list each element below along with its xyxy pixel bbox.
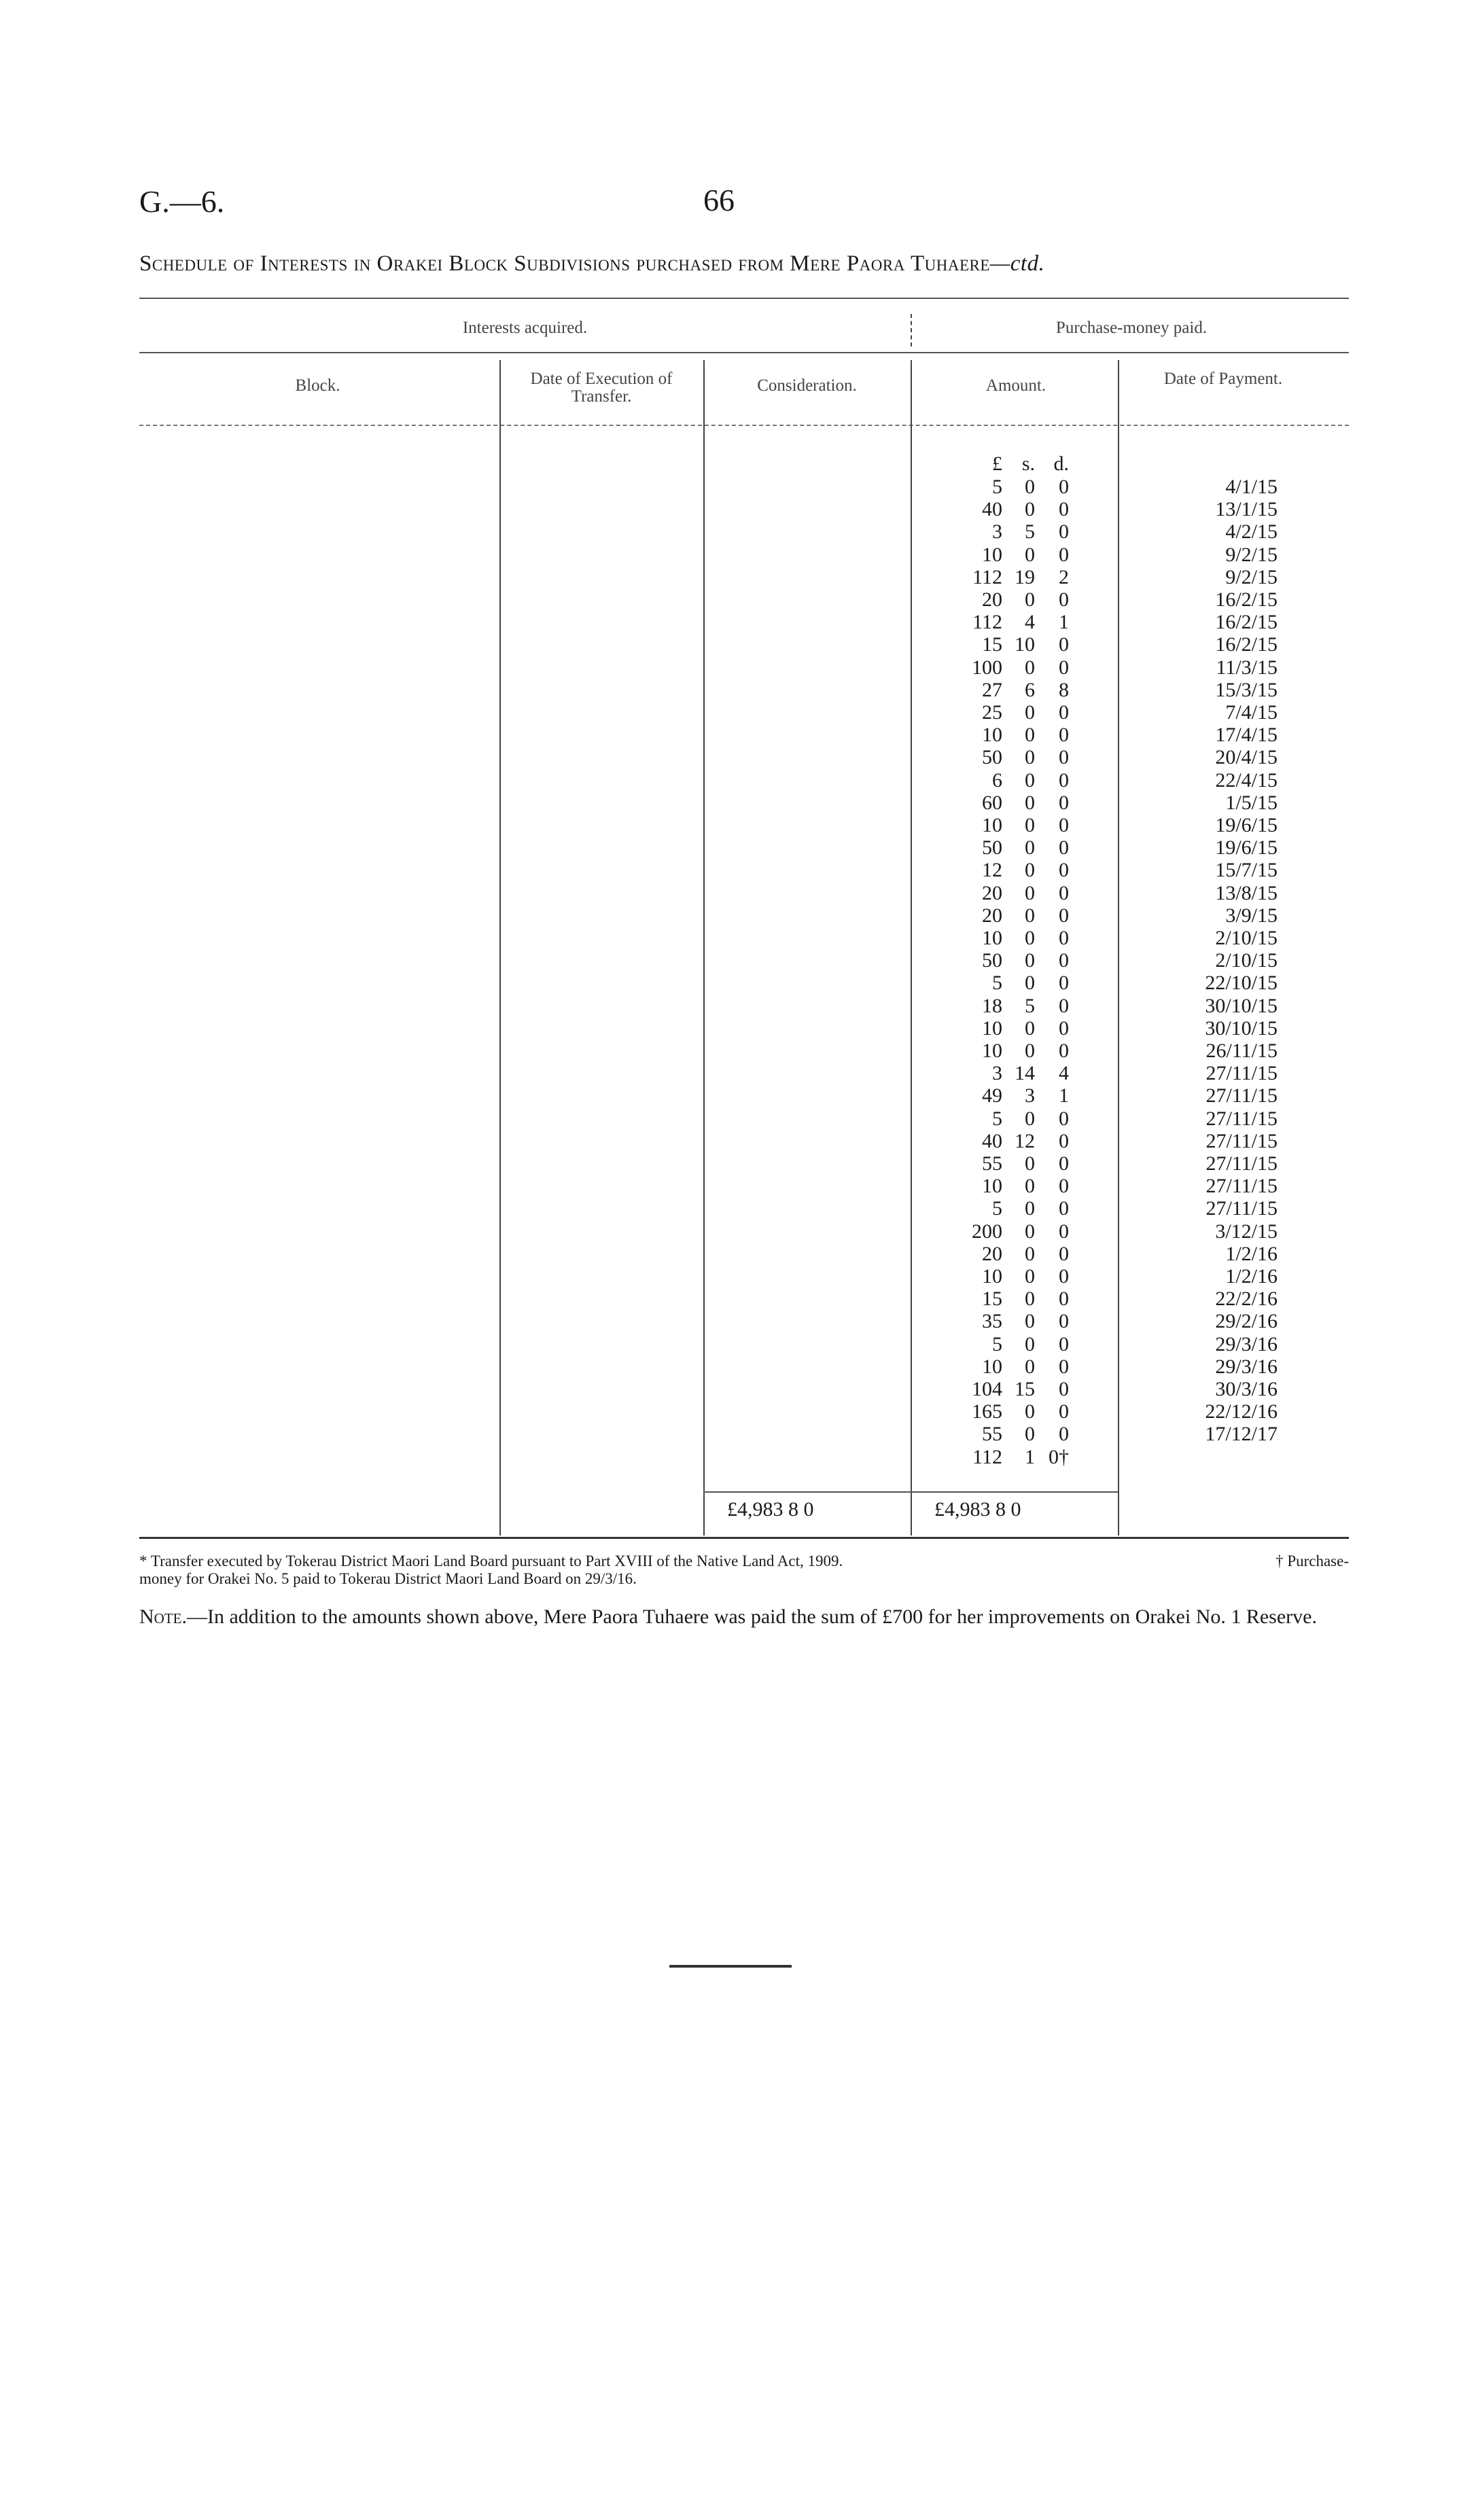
page-title	[139, 251, 1349, 277]
amount-shillings: 1	[1025, 1446, 1035, 1468]
end-rule	[669, 1965, 792, 1968]
amount-pounds: 10	[982, 1017, 1002, 1040]
group-header-interests: Interests acquired.	[462, 319, 588, 337]
amount-pounds: 10	[982, 724, 1002, 746]
column-header-block: Block.	[295, 376, 340, 395]
amount-pounds: 200	[972, 1220, 1002, 1243]
amount-shillings: 4	[1025, 611, 1035, 633]
amount-shillings: 0	[1025, 1265, 1035, 1288]
note-paragraph	[139, 1603, 1349, 1631]
amount-shillings: 0	[1025, 724, 1035, 746]
amount-pence: 0	[1059, 1400, 1069, 1423]
payment-date: 4/1/15	[1225, 476, 1278, 498]
amount-pence: 0	[1059, 746, 1069, 768]
amount-shillings: 0	[1025, 701, 1035, 724]
amount-pounds: 10	[982, 1265, 1002, 1288]
amount-shillings: 0	[1025, 949, 1035, 972]
amount-pence: 0	[1059, 724, 1069, 746]
amount-pounds: 100	[972, 656, 1002, 679]
amount-shillings: 19	[1015, 566, 1035, 588]
amount-pence: 0	[1059, 1197, 1069, 1220]
unit-pence: d.	[1053, 452, 1069, 475]
amount-pence: 0	[1059, 904, 1069, 927]
amount-pounds: 3	[992, 520, 1002, 543]
payment-date: 17/4/15	[1215, 724, 1278, 746]
amount-pence: 0	[1059, 701, 1069, 724]
amount-pence: 0	[1059, 1017, 1069, 1040]
amount-pounds: 55	[982, 1423, 1002, 1445]
amount-shillings: 0	[1025, 588, 1035, 611]
amount-pence: 2	[1059, 566, 1069, 588]
payment-date: 29/3/16	[1215, 1355, 1278, 1378]
amount-shillings: 0	[1025, 1423, 1035, 1445]
payment-date: 22/12/16	[1205, 1400, 1278, 1423]
payment-date: 30/10/15	[1205, 1017, 1278, 1040]
amount-pounds: 5	[992, 476, 1002, 498]
amount-shillings: 14	[1015, 1062, 1035, 1084]
amount-pence: 0	[1059, 1378, 1069, 1400]
column-header-amount: Amount.	[985, 376, 1046, 395]
amount-shillings: 0	[1025, 1175, 1035, 1197]
payment-date: 15/7/15	[1215, 859, 1278, 881]
amount-pence: 1	[1059, 611, 1069, 633]
payment-date: 17/12/17	[1205, 1423, 1278, 1445]
amount-pence: 0	[1059, 792, 1069, 814]
table-bottom-rule	[139, 1537, 1349, 1539]
column-header-consideration: Consideration.	[757, 376, 857, 395]
amount-pence: 0	[1059, 1040, 1069, 1062]
amount-pounds: 55	[982, 1152, 1002, 1175]
payment-date: 1/5/15	[1225, 792, 1278, 814]
amount-shillings: 0	[1025, 1152, 1035, 1175]
amount-pounds: 25	[982, 701, 1002, 724]
amount-pence: 0	[1059, 520, 1069, 543]
footnote-dagger-rest: money for Orakei No. 5 paid to Tokerau District Maori Land Board on 29/3/16.	[139, 1570, 637, 1588]
amount-pence: 0	[1059, 1288, 1069, 1310]
amount-pence: 8	[1059, 679, 1069, 701]
payment-date: 27/11/15	[1205, 1130, 1278, 1152]
amount-pounds: 10	[982, 1040, 1002, 1062]
unit-pounds: £	[992, 452, 1002, 475]
amount-pounds: 15	[982, 1288, 1002, 1310]
column-divider	[911, 360, 912, 1536]
amount-shillings: 0	[1025, 1107, 1035, 1130]
payment-date: 2/10/15	[1215, 927, 1278, 949]
amount-shillings: 0	[1025, 836, 1035, 859]
amount-shillings: 0	[1025, 1333, 1035, 1355]
amount-pence: 4	[1059, 1062, 1069, 1084]
amount-pounds: 10	[982, 1175, 1002, 1197]
amount-shillings: 0	[1025, 769, 1035, 792]
amount-pounds: 10	[982, 814, 1002, 836]
amount-pence: 0†	[1049, 1446, 1069, 1468]
title-suffix: —ctd.	[989, 251, 1045, 276]
payment-date: 30/10/15	[1205, 995, 1278, 1017]
payment-date: 27/11/15	[1205, 1197, 1278, 1220]
note-text: —In addition to the amounts shown above, Mere Paora Tuhaere was paid the sum of £700 for her improvements on Orakei No. 1 Reserve.	[187, 1605, 1317, 1628]
payment-date: 19/6/15	[1215, 836, 1278, 859]
payment-date: 22/10/15	[1205, 972, 1278, 994]
amount-pounds: 5	[992, 1197, 1002, 1220]
table-top-rule	[139, 298, 1349, 299]
column-header-date-execution: Date of Execution of Transfer.	[530, 370, 673, 406]
amount-pounds: 15	[982, 633, 1002, 656]
payment-date: 30/3/16	[1215, 1378, 1278, 1400]
amount-shillings: 3	[1025, 1084, 1035, 1107]
page-reference: G.—6.	[139, 184, 225, 219]
amount-shillings: 0	[1025, 859, 1035, 881]
amount-pence: 0	[1059, 1107, 1069, 1130]
amount-shillings: 0	[1025, 972, 1035, 994]
amount-shillings: 0	[1025, 1355, 1035, 1378]
amount-pounds: 5	[992, 1107, 1002, 1130]
amount-pence: 0	[1059, 1310, 1069, 1332]
amount-pounds: 35	[982, 1310, 1002, 1332]
payment-date: 15/3/15	[1215, 679, 1278, 701]
amount-pence: 0	[1059, 1423, 1069, 1445]
amount-pounds: 104	[972, 1378, 1002, 1400]
amount-pence: 0	[1059, 1265, 1069, 1288]
amount-pence: 0	[1059, 836, 1069, 859]
payment-date: 29/3/16	[1215, 1333, 1278, 1355]
payment-date: 22/4/15	[1215, 769, 1278, 792]
payment-date: 2/10/15	[1215, 949, 1278, 972]
amount-pence: 0	[1059, 1152, 1069, 1175]
payment-date: 27/11/15	[1205, 1062, 1278, 1084]
payment-date: 13/1/15	[1215, 498, 1278, 520]
payment-date: 13/8/15	[1215, 882, 1278, 904]
amount-shillings: 0	[1025, 476, 1035, 498]
amount-shillings: 12	[1015, 1130, 1035, 1152]
amount-pence: 0	[1059, 1355, 1069, 1378]
column-divider	[1118, 360, 1119, 1536]
amount-pence: 0	[1059, 1175, 1069, 1197]
payment-date: 1/2/16	[1225, 1265, 1278, 1288]
amount-pence: 0	[1059, 476, 1069, 498]
amount-shillings: 6	[1025, 679, 1035, 701]
amount-pounds: 20	[982, 904, 1002, 927]
amount-pounds: 165	[972, 1400, 1002, 1423]
group-divider	[911, 314, 912, 347]
amount-shillings: 0	[1025, 1310, 1035, 1332]
payment-date: 1/2/16	[1225, 1243, 1278, 1265]
amount-pounds: 12	[982, 859, 1002, 881]
amount-pence: 0	[1059, 1333, 1069, 1355]
amount-pence: 0	[1059, 1220, 1069, 1243]
payment-date: 9/2/15	[1225, 566, 1278, 588]
title-main: Schedule of Interests in Orakei Block Subdivisions purchased from Mere Paora Tuhaere	[139, 251, 990, 276]
payment-date: 3/12/15	[1215, 1220, 1278, 1243]
amount-pounds: 50	[982, 949, 1002, 972]
amount-pence: 0	[1059, 769, 1069, 792]
amount-total: £4,983 8 0	[934, 1498, 1021, 1521]
totals-rule	[703, 1491, 1118, 1493]
amount-pounds: 50	[982, 746, 1002, 768]
amount-pounds: 10	[982, 1355, 1002, 1378]
column-header-rule	[139, 425, 1349, 426]
amount-pence: 0	[1059, 544, 1069, 566]
amount-pounds: 40	[982, 498, 1002, 520]
amount-shillings: 0	[1025, 1220, 1035, 1243]
amount-shillings: 0	[1025, 1400, 1035, 1423]
amount-shillings: 0	[1025, 544, 1035, 566]
amount-pounds: 3	[992, 1062, 1002, 1084]
payment-date: 3/9/15	[1225, 904, 1278, 927]
amount-pounds: 60	[982, 792, 1002, 814]
amount-pounds: 5	[992, 972, 1002, 994]
amount-shillings: 0	[1025, 904, 1035, 927]
amount-pounds: 49	[982, 1084, 1002, 1107]
payment-date: 26/11/15	[1205, 1040, 1278, 1062]
amount-pence: 0	[1059, 814, 1069, 836]
payment-date: 27/11/15	[1205, 1107, 1278, 1130]
amount-pounds: 112	[972, 566, 1002, 588]
amount-pence: 0	[1059, 498, 1069, 520]
payment-date: 29/2/16	[1215, 1310, 1278, 1332]
amount-pounds: 10	[982, 927, 1002, 949]
amount-pence: 0	[1059, 882, 1069, 904]
amount-shillings: 15	[1015, 1378, 1035, 1400]
footnote-dagger-start: † Purchase-	[1275, 1552, 1349, 1569]
payment-date: 16/2/15	[1215, 588, 1278, 611]
amount-pounds: 5	[992, 1333, 1002, 1355]
amount-shillings: 0	[1025, 656, 1035, 679]
amount-shillings: 0	[1025, 1288, 1035, 1310]
payment-date: 22/2/16	[1215, 1288, 1278, 1310]
payment-date: 19/6/15	[1215, 814, 1278, 836]
unit-shillings: s.	[1021, 452, 1035, 475]
amount-shillings: 0	[1025, 814, 1035, 836]
amount-shillings: 0	[1025, 1017, 1035, 1040]
amount-pounds: 10	[982, 544, 1002, 566]
column-divider	[499, 360, 501, 1536]
column-divider	[703, 360, 705, 1536]
amount-shillings: 10	[1015, 633, 1035, 656]
amount-pence: 0	[1059, 995, 1069, 1017]
amount-pence: 0	[1059, 927, 1069, 949]
amount-pence: 0	[1059, 633, 1069, 656]
payment-date: 27/11/15	[1205, 1175, 1278, 1197]
payment-date: 20/4/15	[1215, 746, 1278, 768]
amount-shillings: 0	[1025, 1243, 1035, 1265]
payment-date: 9/2/15	[1225, 544, 1278, 566]
column-header-date-payment: Date of Payment.	[1163, 370, 1283, 388]
payment-date: 27/11/15	[1205, 1152, 1278, 1175]
amount-shillings: 0	[1025, 792, 1035, 814]
amount-pence: 0	[1059, 859, 1069, 881]
amount-pounds: 112	[972, 1446, 1002, 1468]
amount-shillings: 5	[1025, 520, 1035, 543]
payment-date: 16/2/15	[1215, 633, 1278, 656]
footnote-star: * Transfer executed by Tokerau District Maori Land Board pursuant to Part XVIII of the Native Land Act, 1909.	[139, 1552, 843, 1569]
amount-pence: 0	[1059, 1243, 1069, 1265]
amount-pounds: 112	[972, 611, 1002, 633]
payment-date: 27/11/15	[1205, 1084, 1278, 1107]
group-header-rule	[139, 352, 1349, 353]
amount-pounds: 50	[982, 836, 1002, 859]
amount-pounds: 6	[992, 769, 1002, 792]
amount-shillings: 0	[1025, 1197, 1035, 1220]
amount-shillings: 0	[1025, 746, 1035, 768]
amount-shillings: 0	[1025, 882, 1035, 904]
amount-pence: 0	[1059, 949, 1069, 972]
amount-pence: 1	[1059, 1084, 1069, 1107]
payment-date: 7/4/15	[1225, 701, 1278, 724]
amount-pence: 0	[1059, 656, 1069, 679]
payment-date: 4/2/15	[1225, 520, 1278, 543]
amount-pounds: 20	[982, 1243, 1002, 1265]
amount-pounds: 27	[982, 679, 1002, 701]
amount-pence: 0	[1059, 972, 1069, 994]
amount-pounds: 40	[982, 1130, 1002, 1152]
page-number: 66	[703, 183, 735, 217]
amount-pounds: 18	[982, 995, 1002, 1017]
payment-date: 16/2/15	[1215, 611, 1278, 633]
amount-shillings: 0	[1025, 927, 1035, 949]
amount-shillings: 0	[1025, 498, 1035, 520]
note-label: Note.	[139, 1605, 187, 1628]
amount-pence: 0	[1059, 1130, 1069, 1152]
group-header-purchase: Purchase-money paid.	[1055, 319, 1208, 337]
amount-pence: 0	[1059, 588, 1069, 611]
consideration-total: £4,983 8 0	[727, 1498, 814, 1521]
amount-shillings: 0	[1025, 1040, 1035, 1062]
amount-pounds: 20	[982, 588, 1002, 611]
amount-pounds: 20	[982, 882, 1002, 904]
amount-shillings: 5	[1025, 995, 1035, 1017]
footnotes	[139, 1552, 1349, 1589]
payment-date: 11/3/15	[1216, 656, 1278, 679]
